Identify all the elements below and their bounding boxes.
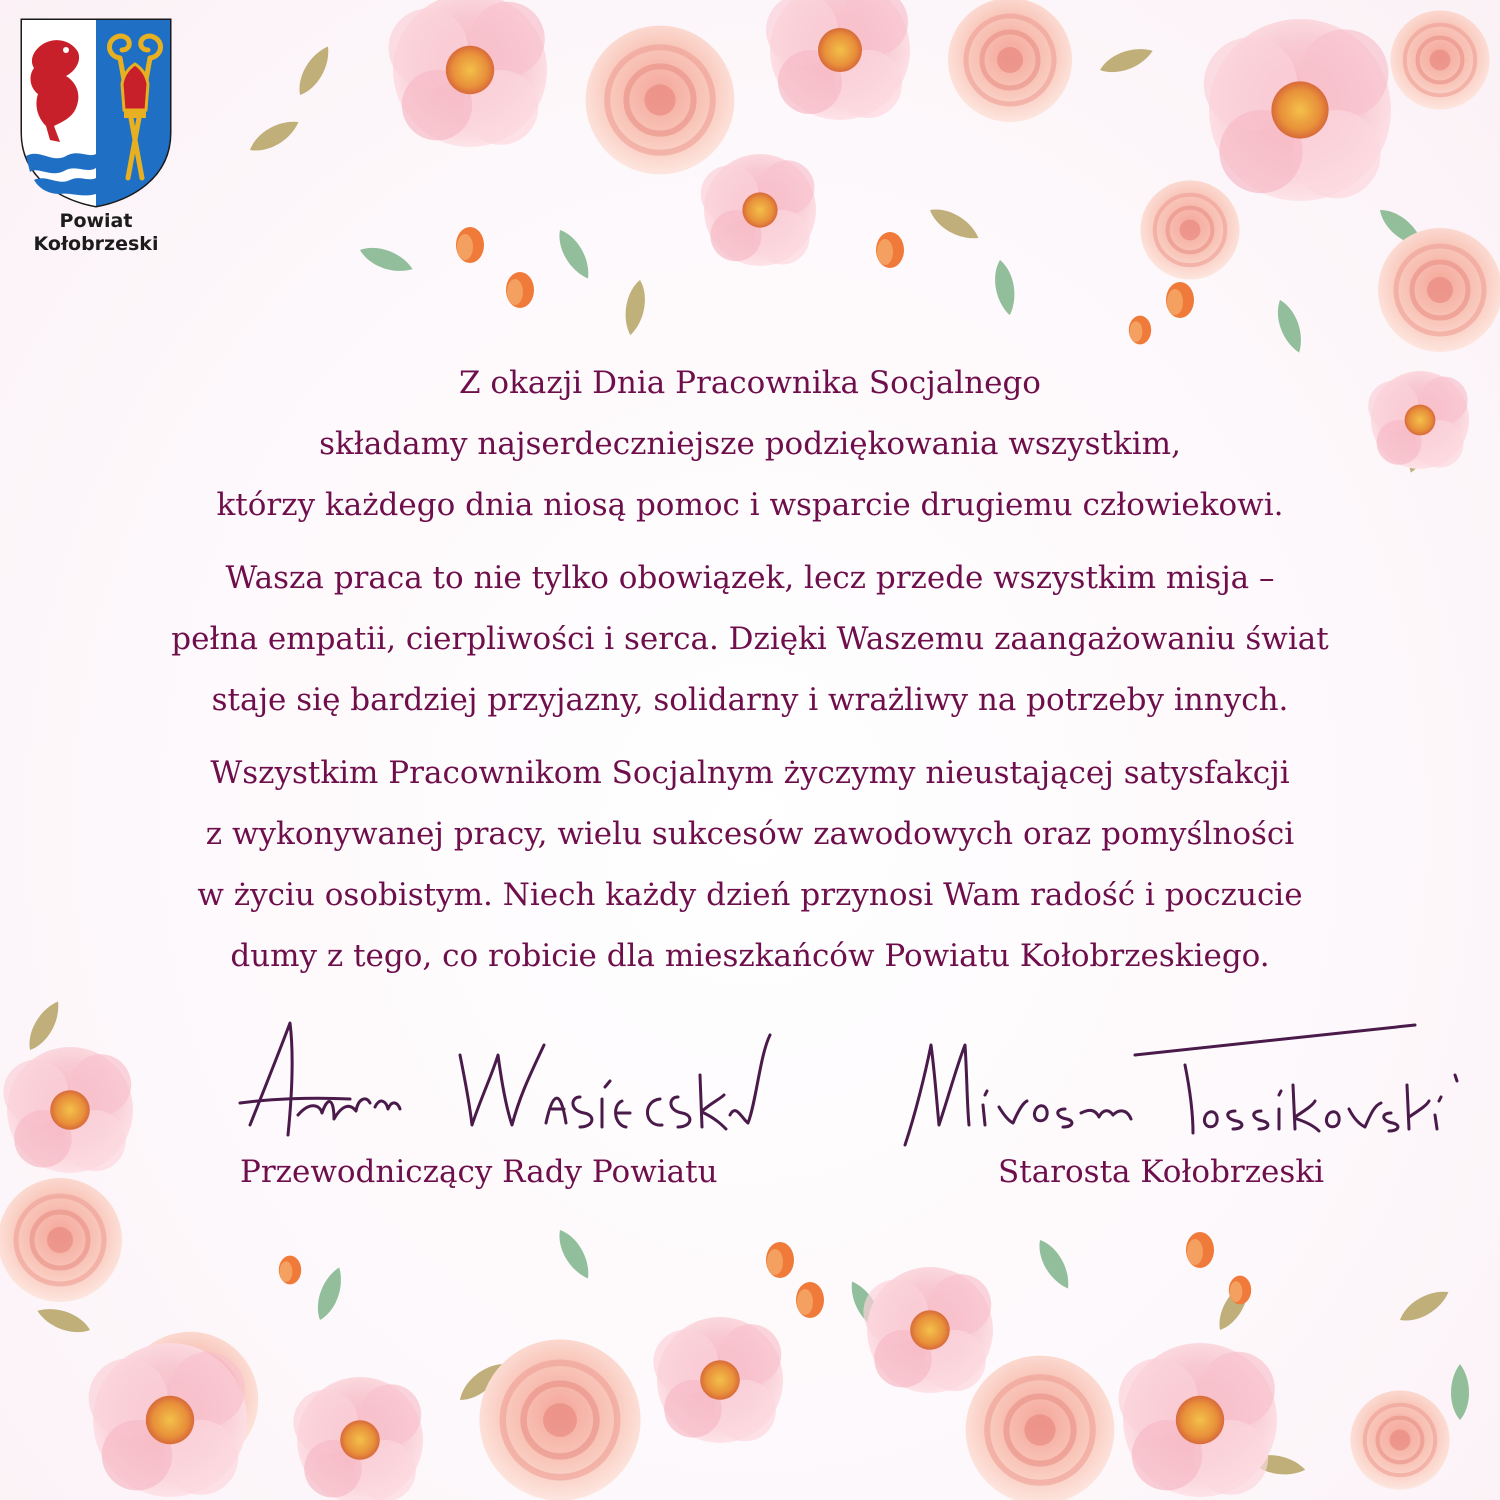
message-line-4: Wasza praca to nie tylko obowiązek, lecz przede wszystkim misja –: [225, 560, 1275, 596]
signature-right: [895, 1005, 1475, 1155]
message-line-6: staje się bardziej przyjazny, solidarny i wrażliwy na potrzeby innych.: [211, 682, 1289, 718]
signature-left: [230, 1015, 790, 1155]
message-line-3: którzy każdego dnia niosą pomoc i wsparcie drugiemu człowiekowi.: [216, 487, 1284, 523]
message-line-10: dumy z tego, co robicie dla mieszkańców Powiatu Kołobrzeskiego.: [230, 938, 1270, 974]
handwritten-signature-icon: [230, 1015, 790, 1155]
message-line-2: składamy najserdeczniejsze podziękowania wszystkim,: [319, 426, 1181, 462]
county-name: [18, 210, 174, 256]
message-line-8: z wykonywanej pracy, wielu sukcesów zawodowych oraz pomyślności: [205, 816, 1295, 852]
message-line-9: w życiu osobistym. Niech każdy dzień przynosi Wam radość i poczucie: [197, 877, 1303, 913]
county-coat-of-arms-icon: [20, 18, 172, 208]
message-line-1: Z okazji Dnia Pracownika Socjalnego: [459, 365, 1041, 401]
message-line-5: pełna empatii, cierpliwości i serca. Dzięki Waszemu zaangażowaniu świat: [171, 621, 1329, 657]
county-name-line-1: Powiat: [59, 210, 133, 232]
message-line-7: Wszystkim Pracownikom Socjalnym życzymy nieustającej satysfakcji: [210, 755, 1290, 791]
signature-right-title: Starosta Kołobrzeski: [998, 1154, 1325, 1190]
county-name-line-2: Kołobrzeski: [33, 233, 159, 255]
signature-left-title: Przewodniczący Rady Powiatu: [240, 1154, 718, 1190]
handwritten-signature-icon: [895, 1005, 1475, 1155]
county-logo: [18, 18, 174, 268]
greeting-message: [0, 350, 1500, 990]
